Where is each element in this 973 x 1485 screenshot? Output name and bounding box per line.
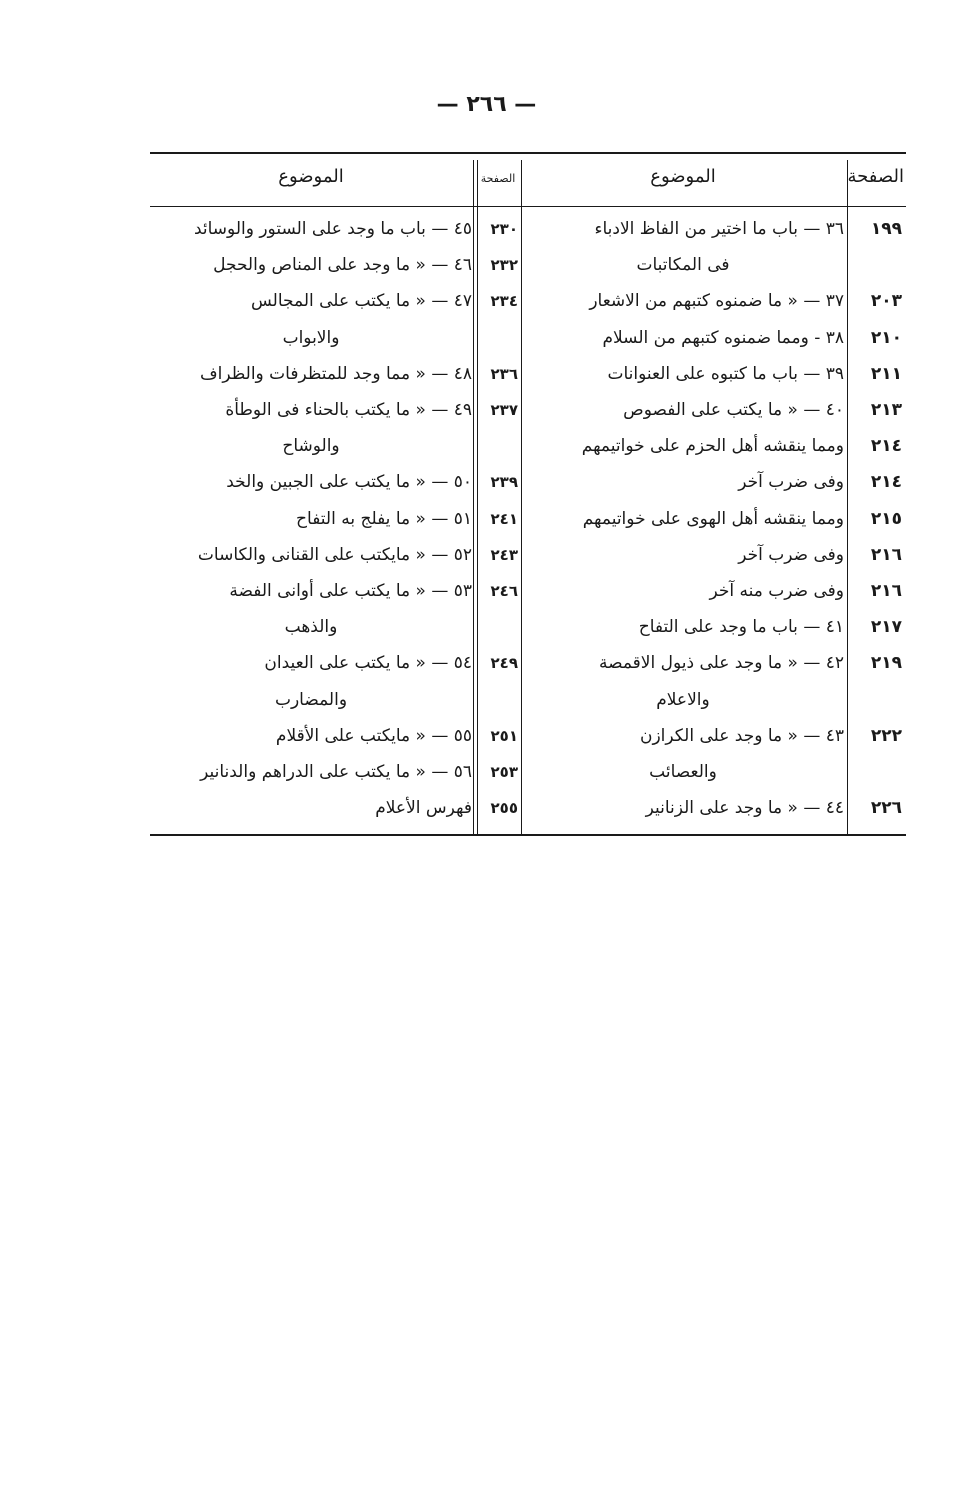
page-number-right: ٢١٧ <box>870 617 902 638</box>
table-row <box>150 646 906 680</box>
topic-right: ٤١ — باب ما وجد على التفاح <box>638 617 844 638</box>
header-rule <box>150 206 906 207</box>
topic-right: ومما ينقشه أهل الحزم على خواتيمهم <box>581 436 844 457</box>
table-row <box>150 465 906 499</box>
table-row <box>150 321 906 355</box>
page-number-right: ٢٢٦ <box>870 798 902 819</box>
page-number-left: ٢٣٤ <box>490 292 518 311</box>
page-number-left: ٢٤٦ <box>490 582 518 600</box>
topic-left: ٤٩ — « ما يكتب بالحناء فى الوطأة <box>225 400 472 420</box>
page-number-right: ٢١٦ <box>870 544 902 565</box>
topic-left: ٥٤ — « ما يكتب على العيدان <box>264 653 472 674</box>
topic-right: فى المكاتبات <box>636 255 730 276</box>
topic-right: ٤٣ — « ما وجد على الكرازن <box>639 725 844 746</box>
topic-left: ٥٢ — « مايكتب على القنانى والكاسات <box>197 544 472 565</box>
page-number: — ٢٦٦ — <box>436 92 537 117</box>
topic-right: ٤٢ — « ما وجد على ذيول الاقمصة <box>598 653 844 674</box>
table-row <box>150 574 906 608</box>
topic-left: ٥٦ — « ما يكتب على الدراهم والدنانير <box>200 762 472 782</box>
header-page-right: الصفحة <box>847 166 904 187</box>
topic-right: ٣٦ — باب ما اختير من الفاظ الادباء <box>594 219 844 239</box>
topic-right: ٣٩ — باب ما كتبوه على العنوانات <box>607 363 844 384</box>
page-number-right: ٢٢٢ <box>870 725 902 746</box>
table-row <box>150 357 906 391</box>
page-number-right: ٢٠٣ <box>870 291 902 312</box>
topic-right: ٤٠ — « ما يكتب على الفصوص <box>623 400 844 420</box>
page-number-left: ٢٣٢ <box>490 256 518 275</box>
topic-left: ٤٥ — باب ما وجد على الستور والوسائد <box>193 219 472 239</box>
page-number-right: ٢١٩ <box>870 653 902 674</box>
table-row <box>150 719 906 753</box>
topic-left: فهرس الأعلام <box>375 798 472 819</box>
table-row <box>150 393 906 427</box>
page-number-left: ٢٤٣ <box>490 545 518 564</box>
page-number-right: ٢١٥ <box>870 508 902 529</box>
table-row <box>150 284 906 318</box>
topic-left: ٥٥ — « مايكتب على الأقلام <box>275 725 472 746</box>
header-topic-left: الموضوع <box>278 166 344 187</box>
page-number-left: ٢٣٠ <box>490 220 518 238</box>
page-number-left: ٢٥٥ <box>490 799 518 818</box>
topic-left: والابواب <box>282 327 340 348</box>
topic-left: ٤٦ — « ما وجد على المناص والحجل <box>213 255 472 276</box>
page-number-right: ٢١٠ <box>870 327 902 348</box>
page-number-left: ٢٣٧ <box>490 401 518 419</box>
page-number-right: ٢١٦ <box>870 581 902 601</box>
table-row <box>150 683 906 717</box>
topic-right: ٣٧ — « ما ضمنوه كتبهم من الاشعار <box>589 291 844 312</box>
topic-right: ومما ينقشه أهل الهوى على خواتيمهم <box>582 508 844 529</box>
table-row <box>150 538 906 572</box>
page-number-left: ٢٥١ <box>490 726 518 745</box>
topic-left: ٥١ — « ما يفلج به التفاح <box>296 508 472 529</box>
page-number-left: ٢٣٦ <box>490 364 518 383</box>
topic-right: وفى ضرب آخر <box>738 472 844 493</box>
page-number-left: ٢٥٣ <box>490 763 518 781</box>
topic-left: ٥٣ — « ما يكتب على أوانى الفضة <box>229 581 472 601</box>
topic-left: ٤٧ — « ما يكتب على المجالس <box>251 291 472 312</box>
page-number-left: ٢٤١ <box>490 509 518 528</box>
table-row <box>150 755 906 789</box>
page-number-right: ٢١٤ <box>870 436 902 457</box>
table-of-contents <box>150 152 906 836</box>
topic-right: ٤٤ — « ما وجد على الزنانير <box>645 798 844 819</box>
topic-left: والمضارب <box>274 689 348 710</box>
header-page-left: الصفحة <box>480 172 516 185</box>
topic-right: ٣٨ - ومما ضمنوه كتبهم من السلام <box>602 327 844 348</box>
table-row <box>150 248 906 282</box>
topic-left: والوشاح <box>282 436 340 457</box>
topic-left: ٤٨ — « مما وجد للمتظرفات والظراف <box>199 363 472 384</box>
table-row <box>150 791 906 825</box>
page-number-right: ١٩٩ <box>870 219 902 239</box>
table-row <box>150 610 906 644</box>
page-number-left: ٢٤٩ <box>490 654 518 673</box>
topic-left: ٥٠ — « ما يكتب على الجبين والخد <box>226 472 472 493</box>
topic-right: والاعلام <box>656 689 710 710</box>
topic-right: وفى ضرب منه آخر <box>709 581 844 601</box>
table-row <box>150 502 906 536</box>
page-number-right: ٢١٤ <box>870 472 902 493</box>
page-number-right: ٢١٣ <box>870 400 902 420</box>
topic-left: والذهب <box>284 617 338 638</box>
topic-right: والعصائب <box>649 762 717 782</box>
topic-right: وفى ضرب آخر <box>738 544 844 565</box>
header-topic-right: الموضوع <box>650 166 716 187</box>
table-row <box>150 429 906 463</box>
page-number-right: ٢١١ <box>870 363 902 384</box>
table-row <box>150 212 906 246</box>
page-number-left: ٢٣٩ <box>490 473 518 492</box>
